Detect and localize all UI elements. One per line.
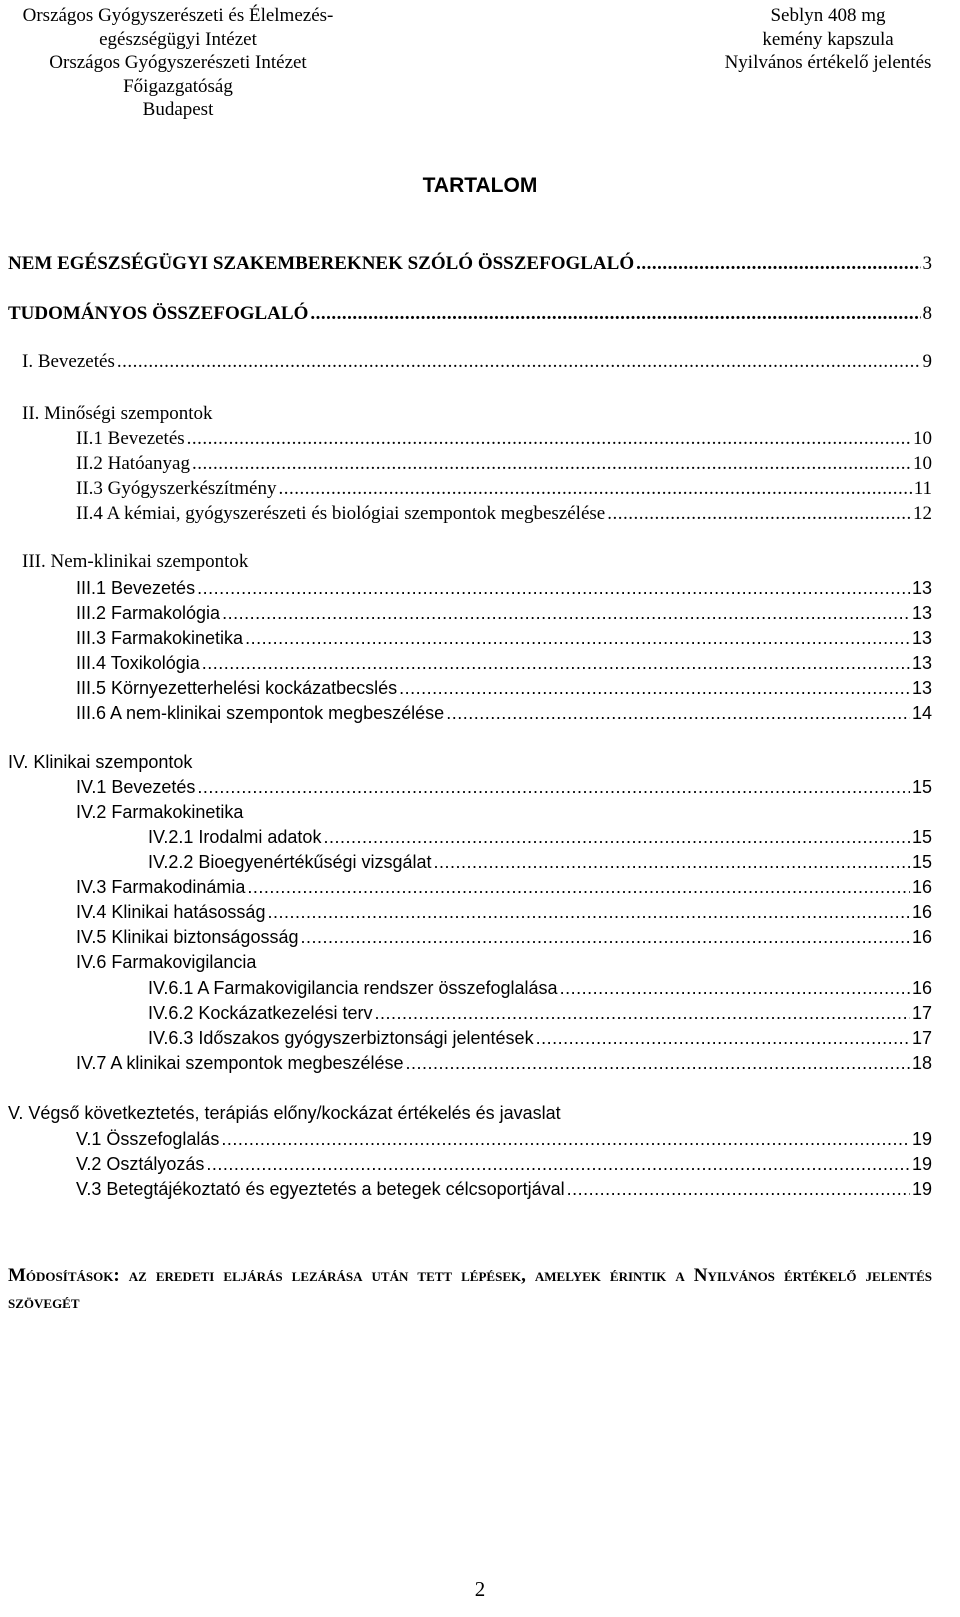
toc-entry-page: 16 xyxy=(911,927,932,947)
toc-leader xyxy=(202,651,910,675)
toc-leader xyxy=(374,1001,910,1025)
header-right xyxy=(708,4,948,75)
toc-entry-label: IV.1 Bevezetés xyxy=(76,777,196,797)
toc-leader xyxy=(222,601,910,625)
toc-leader xyxy=(245,626,910,650)
toc-entry-page: 17 xyxy=(911,1003,932,1023)
toc-leader xyxy=(267,900,910,924)
toc-entry[interactable] xyxy=(76,601,932,625)
toc-leader xyxy=(279,477,912,501)
toc-entry-page: 10 xyxy=(913,428,932,449)
toc-entry-page: 16 xyxy=(911,978,932,998)
toc-section-heading: V. Végső következtetés, terápiás előny/kockázat értékelés és javaslat xyxy=(8,1103,561,1123)
toc-entry-page: 13 xyxy=(911,678,932,698)
toc-entry-label: III.6 A nem-klinikai szempontok megbeszélése xyxy=(76,703,445,723)
toc-entry-label: IV.2.2 Bioegyenértékűségi vizsgálat xyxy=(148,852,432,872)
toc-entry-page: 15 xyxy=(911,827,932,847)
toc-entry-page: 11 xyxy=(913,478,932,499)
toc-entry-label: IV.4 Klinikai hatásosság xyxy=(76,902,266,922)
toc-leader xyxy=(206,1152,910,1176)
toc-leader xyxy=(247,875,910,899)
toc-section-heading: II. Minőségi szempontok xyxy=(22,403,213,424)
toc-entry-page: 13 xyxy=(911,603,932,623)
header-right-line: kemény kapszula xyxy=(762,28,894,50)
toc-entry-label: IV.6.1 A Farmakovigilancia rendszer összefoglalása xyxy=(148,978,558,998)
toc-entry[interactable] xyxy=(76,900,932,924)
header-left-line: Országos Gyógyszerészeti Intézet xyxy=(49,52,307,73)
toc-leader xyxy=(221,1127,910,1151)
toc-entry-page: 15 xyxy=(911,777,932,797)
toc-entry[interactable] xyxy=(148,976,932,1000)
toc-entry-label: NEM EGÉSZSÉGÜGYI SZAKEMBEREKNEK SZÓLÓ ÖSSZEFOGLALÓ xyxy=(8,253,635,274)
toc-leader xyxy=(446,701,910,725)
toc-leader xyxy=(636,252,920,276)
modifications-heading[interactable]: Módosítások: az eredeti eljárás lezárása után tett lépések, amelyek érintik a Nyilvános értékelő jelentés szövegét xyxy=(8,1265,932,1313)
toc-entry-label: IV.6.3 Időszakos gyógyszerbiztonsági jelentések xyxy=(148,1028,534,1048)
header-left-line: egészségügyi Intézet xyxy=(99,28,257,50)
toc-entry-page: 8 xyxy=(922,303,932,324)
toc-entry-label: V.1 Összefoglalás xyxy=(76,1129,220,1149)
toc-entry-label: II.2 Hatóanyag xyxy=(76,453,190,474)
toc-leader xyxy=(567,1177,910,1201)
toc-entry-page: 9 xyxy=(922,351,932,372)
toc-entry[interactable] xyxy=(76,477,932,501)
toc-leader xyxy=(310,302,920,326)
toc-entry[interactable] xyxy=(76,651,932,675)
toc-entry-label: III.4 Toxikológia xyxy=(76,653,200,673)
toc-entry[interactable] xyxy=(76,1127,932,1151)
toc-entry-label: III.1 Bevezetés xyxy=(76,578,196,598)
header-left xyxy=(8,4,348,122)
toc-entry[interactable] xyxy=(76,452,932,476)
toc-entry-page: 16 xyxy=(911,902,932,922)
toc-leader xyxy=(536,1026,910,1050)
toc-entry-label: III.5 Környezetterhelési kockázatbecslés xyxy=(76,678,398,698)
toc-entry-page: 18 xyxy=(911,1053,932,1073)
toc-entry[interactable] xyxy=(8,302,932,326)
toc-subsection-heading: IV.2 Farmakokinetika xyxy=(76,802,244,822)
toc-entry-page: 10 xyxy=(913,453,932,474)
toc-entry[interactable] xyxy=(76,925,932,949)
toc-section-heading: III. Nem-klinikai szempontok xyxy=(22,551,249,572)
toc-leader xyxy=(607,502,911,526)
header-right-line: Seblyn 408 mg xyxy=(770,5,886,26)
toc-entry[interactable] xyxy=(148,825,932,849)
header-left-line: Országos Gyógyszerészeti és Élelmezés- xyxy=(22,5,334,26)
toc-entry-label: IV.6.2 Kockázatkezelési terv xyxy=(148,1003,373,1023)
toc-entry-page: 19 xyxy=(911,1154,932,1174)
toc-entry-label: TUDOMÁNYOS ÖSSZEFOGLALÓ xyxy=(8,303,309,324)
toc-leader xyxy=(406,1051,910,1075)
header-left-line: Budapest xyxy=(142,99,214,120)
toc-leader xyxy=(434,850,910,874)
toc-entry-page: 3 xyxy=(922,253,932,274)
toc-entry-label: IV.3 Farmakodinámia xyxy=(76,877,246,897)
toc-entry-page: 13 xyxy=(911,628,932,648)
toc-leader xyxy=(192,452,911,476)
toc-entry[interactable] xyxy=(76,875,932,899)
page-number: 2 xyxy=(474,1577,486,1601)
toc-entry[interactable] xyxy=(8,252,932,276)
header-right-line: Nyilvános értékelő jelentés xyxy=(724,52,932,73)
toc-entry-page: 15 xyxy=(911,852,932,872)
toc-entry-label: III.2 Farmakológia xyxy=(76,603,221,623)
toc-title: TARTALOM xyxy=(422,174,538,197)
toc-leader xyxy=(323,825,910,849)
toc-leader xyxy=(197,576,910,600)
toc-entry-page: 13 xyxy=(911,578,932,598)
toc-entry-label: I. Bevezetés xyxy=(22,351,115,372)
toc-leader xyxy=(187,427,911,451)
toc-entry[interactable] xyxy=(76,775,932,799)
toc-entry-label: II.1 Bevezetés xyxy=(76,428,185,449)
toc-entry[interactable] xyxy=(148,1001,932,1025)
toc-leader xyxy=(300,925,909,949)
toc-subsection-heading: IV.6 Farmakovigilancia xyxy=(76,952,257,972)
toc-entry-page: 19 xyxy=(911,1129,932,1149)
toc-entry-label: IV.7 A klinikai szempontok megbeszélése xyxy=(76,1053,404,1073)
toc-entry[interactable] xyxy=(76,1051,932,1075)
toc-entry[interactable] xyxy=(76,1152,932,1176)
toc-entry-label: II.3 Gyógyszerkészítmény xyxy=(76,478,277,499)
toc-entry-page: 19 xyxy=(911,1179,932,1199)
toc-entry-label: IV.5 Klinikai biztonságosság xyxy=(76,927,299,947)
header-left-line: Főigazgatóság xyxy=(123,75,233,97)
toc-entry[interactable] xyxy=(76,676,932,700)
toc-entry-label: III.3 Farmakokinetika xyxy=(76,628,244,648)
toc-entry-label: V.2 Osztályozás xyxy=(76,1154,205,1174)
toc-leader xyxy=(560,976,910,1000)
toc-entry-page: 16 xyxy=(911,877,932,897)
toc-entry[interactable] xyxy=(76,626,932,650)
toc-entry[interactable] xyxy=(76,1177,932,1201)
toc-entry[interactable] xyxy=(148,1026,932,1050)
toc-entry-label: V.3 Betegtájékoztató és egyeztetés a betegek célcsoportjával xyxy=(76,1179,565,1199)
toc-leader xyxy=(399,676,910,700)
toc-section-heading: IV. Klinikai szempontok xyxy=(8,752,193,772)
toc-entry-label: II.4 A kémiai, gyógyszerészeti és biológiai szempontok megbeszélése xyxy=(76,503,606,524)
toc-entry-page: 12 xyxy=(913,503,932,524)
toc-entry-page: 14 xyxy=(911,703,932,723)
toc-entry-label: IV.2.1 Irodalmi adatok xyxy=(148,827,322,847)
page-header xyxy=(8,4,948,122)
toc-leader xyxy=(117,350,921,374)
toc-entry-page: 13 xyxy=(911,653,932,673)
toc-entry[interactable] xyxy=(76,502,932,526)
toc-leader xyxy=(197,775,910,799)
toc-entry[interactable] xyxy=(76,576,932,600)
toc-entry[interactable] xyxy=(76,701,932,725)
toc-entry[interactable] xyxy=(148,850,932,874)
toc-entry[interactable] xyxy=(22,350,932,374)
toc-entry-page: 17 xyxy=(911,1028,932,1048)
toc-entry[interactable] xyxy=(76,427,932,451)
